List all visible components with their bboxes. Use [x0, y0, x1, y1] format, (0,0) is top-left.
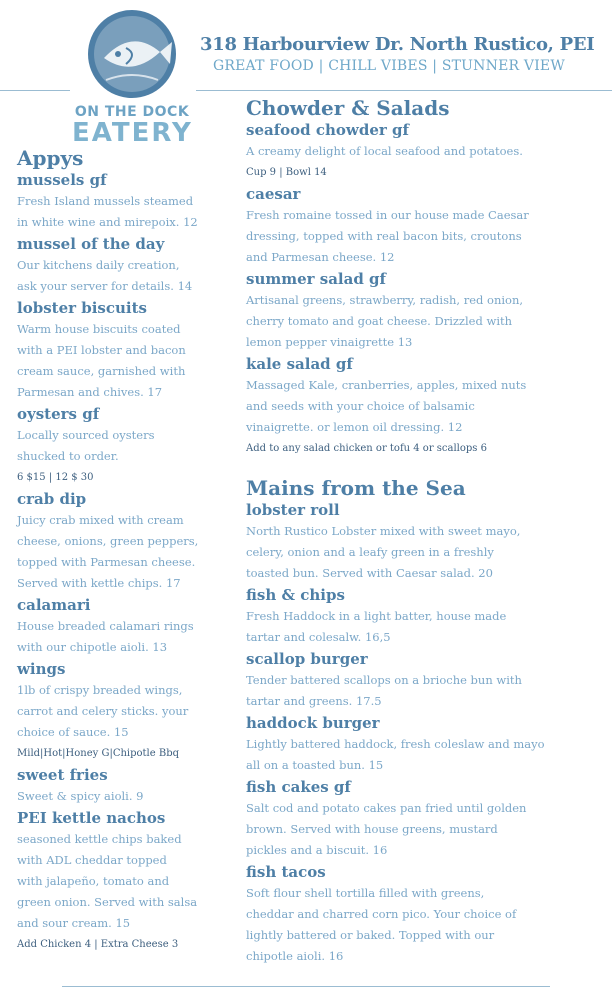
menu-item-description: Fresh Haddock in a light batter, house made	[246, 609, 507, 623]
menu-item-name: lobster roll	[246, 501, 340, 519]
menu-item-note: Mild|Hot|Honey G|Chipotle Bbq	[17, 748, 179, 759]
menu-item-description: Lightly battered haddock, fresh coleslaw and mayo	[246, 737, 545, 751]
menu-item-name: scallop burger	[246, 650, 368, 668]
menu-item-description: Locally sourced oysters	[17, 428, 155, 442]
menu-item-description: celery, onion and a leafy green in a freshly	[246, 545, 494, 559]
menu-item-name: seafood chowder gf	[246, 121, 409, 139]
menu-item	[246, 777, 606, 861]
menu-item-description: and Parmesan cheese. 12	[246, 250, 395, 264]
menu-item-description: in white wine and mirepoix. 12	[17, 215, 198, 229]
menu-item-description: brown. Served with house greens, mustard	[246, 822, 498, 836]
header-divider-left	[0, 90, 70, 91]
menu-item-description: Soft flour shell tortilla filled with greens,	[246, 886, 485, 900]
menu-item-description: and seeds with your choice of balsamic	[246, 399, 475, 413]
menu-item	[17, 234, 232, 297]
menu-item-description: shucked to order.	[17, 449, 119, 463]
section-title-mains: Mains from the Sea	[246, 476, 466, 500]
menu-item-name: mussel of the day	[17, 235, 165, 253]
menu-item-description: Juicy crab mixed with cream	[17, 513, 184, 527]
menu-item-description: ask your server for details. 14	[17, 279, 193, 293]
menu-item-description: lemon pepper vinaigrette 13	[246, 335, 413, 349]
menu-item-description: Tender battered scallops on a brioche bun with	[246, 673, 522, 687]
menu-item-description: Massaged Kale, cranberries, apples, mixed nuts	[246, 378, 527, 392]
menu-item-name: wings	[17, 660, 66, 678]
menu-item-name: haddock burger	[246, 714, 380, 732]
menu-item	[17, 298, 232, 403]
menu-item-description: Artisanal greens, strawberry, radish, red onion,	[246, 293, 524, 307]
logo	[72, 8, 192, 146]
section-title-appys: Appys	[17, 146, 84, 170]
menu-item-description: carrot and celery sticks. your	[17, 704, 189, 718]
menu-item	[246, 120, 606, 183]
menu-item-description: vinaigrette. or lemon oil dressing. 12	[246, 420, 463, 434]
menu-item	[246, 184, 606, 268]
address: 318 Harbourview Dr. North Rustico, PEI	[200, 34, 595, 55]
menu-item-description: Parmesan and chives. 17	[17, 385, 163, 399]
menu-item-name: caesar	[246, 185, 301, 203]
menu-item	[246, 585, 606, 648]
menu-item-name: sweet fries	[17, 766, 108, 784]
menu-item-description: Sweet & spicy aioli. 9	[17, 789, 144, 803]
menu-item-description: lightly battered or baked. Topped with our	[246, 928, 495, 942]
fish-logo-icon	[86, 8, 178, 100]
menu-item-description: Served with kettle chips. 17	[17, 576, 181, 590]
menu-item	[17, 595, 232, 658]
menu-item	[246, 269, 606, 353]
menu-item-description: Fresh Island mussels steamed	[17, 194, 194, 208]
menu-item-name: lobster biscuits	[17, 299, 147, 317]
menu-item-description: pickles and a biscuit. 16	[246, 843, 388, 857]
menu-item	[246, 862, 606, 967]
chowder-items	[246, 120, 606, 459]
menu-item-description: with a PEI lobster and bacon	[17, 343, 186, 357]
menu-item	[17, 404, 232, 488]
menu-item-description: with jalapeño, tomato and	[17, 874, 170, 888]
footer-divider	[62, 986, 550, 987]
mains-items	[246, 500, 606, 967]
menu-item-name: PEI kettle nachos	[17, 809, 166, 827]
menu-item-description: cheddar and charred corn pico. Your choice of	[246, 907, 517, 921]
menu-item-description: seasoned kettle chips baked	[17, 832, 182, 846]
menu-item-name: fish tacos	[246, 863, 326, 881]
chowder-section	[246, 96, 606, 460]
brand-name-line2: EATERY	[72, 118, 193, 148]
menu-item-description: Warm house biscuits coated	[17, 322, 181, 336]
menu-item-description: cheese, onions, green peppers,	[17, 534, 199, 548]
menu-item-name: fish cakes gf	[246, 778, 351, 796]
menu-item	[17, 659, 232, 764]
menu-item-description: green onion. Served with salsa	[17, 895, 198, 909]
mains-section	[246, 476, 606, 968]
menu-item-description: Salt cod and potato cakes pan fried until golden	[246, 801, 527, 815]
menu-item-description: all on a toasted bun. 15	[246, 758, 384, 772]
menu-item-description: toasted bun. Served with Caesar salad. 20	[246, 566, 493, 580]
menu-item-description: House breaded calamari rings	[17, 619, 194, 633]
menu-item-note: Cup 9 | Bowl 14	[246, 167, 327, 178]
menu-item-description: tartar and greens. 17.5	[246, 694, 382, 708]
menu-item-name: oysters gf	[17, 405, 100, 423]
menu-item-name: crab dip	[17, 490, 87, 508]
menu-item-note: Add Chicken 4 | Extra Cheese 3	[17, 939, 179, 950]
menu-item-description: dressing, topped with real bacon bits, croutons	[246, 229, 522, 243]
menu-item-name: kale salad gf	[246, 355, 353, 373]
menu-item-description: Our kitchens daily creation,	[17, 258, 180, 272]
menu-item-name: fish & chips	[246, 586, 345, 604]
menu-item-note: 6 $15 | 12 $ 30	[17, 472, 94, 483]
menu-item-description: chipotle aioli. 16	[246, 949, 344, 963]
menu-item	[246, 649, 606, 712]
menu-item-description: 1lb of crispy breaded wings,	[17, 683, 183, 697]
menu-item-description: North Rustico Lobster mixed with sweet mayo,	[246, 524, 521, 538]
menu-item	[17, 765, 232, 807]
menu-item-description: with ADL cheddar topped	[17, 853, 167, 867]
menu-item-description: tartar and colesalw. 16,5	[246, 630, 391, 644]
menu-item-note: Add to any salad chicken or tofu 4 or scallops 6	[246, 443, 487, 454]
header-divider-right	[196, 90, 612, 91]
menu-item	[17, 808, 232, 955]
section-title-chowder: Chowder & Salads	[246, 96, 450, 120]
menu-item-name: mussels gf	[17, 171, 107, 189]
menu-item-description: and sour cream. 15	[17, 916, 131, 930]
menu-item-description: cream sauce, garnished with	[17, 364, 186, 378]
menu-item-description: topped with Parmesan cheese.	[17, 555, 196, 569]
menu-item	[246, 713, 606, 776]
menu-item-name: summer salad gf	[246, 270, 386, 288]
menu-item-description: Fresh romaine tossed in our house made Caesar	[246, 208, 529, 222]
menu-item	[246, 354, 606, 459]
menu-item-name: calamari	[17, 596, 91, 614]
brand-name-line1: ON THE DOCK	[74, 104, 190, 120]
appys-section	[17, 146, 232, 956]
menu-item-description: cherry tomato and goat cheese. Drizzled with	[246, 314, 513, 328]
menu-item	[246, 500, 606, 584]
appys-items	[17, 170, 232, 955]
menu-item-description: choice of sauce. 15	[17, 725, 129, 739]
menu-item-description: with our chipotle aioli. 13	[17, 640, 168, 654]
tagline: GREAT FOOD | CHILL VIBES | STUNNER VIEW	[213, 58, 565, 74]
menu-item-description: A creamy delight of local seafood and potatoes.	[246, 144, 523, 158]
menu-item	[17, 170, 232, 233]
menu-item	[17, 489, 232, 594]
